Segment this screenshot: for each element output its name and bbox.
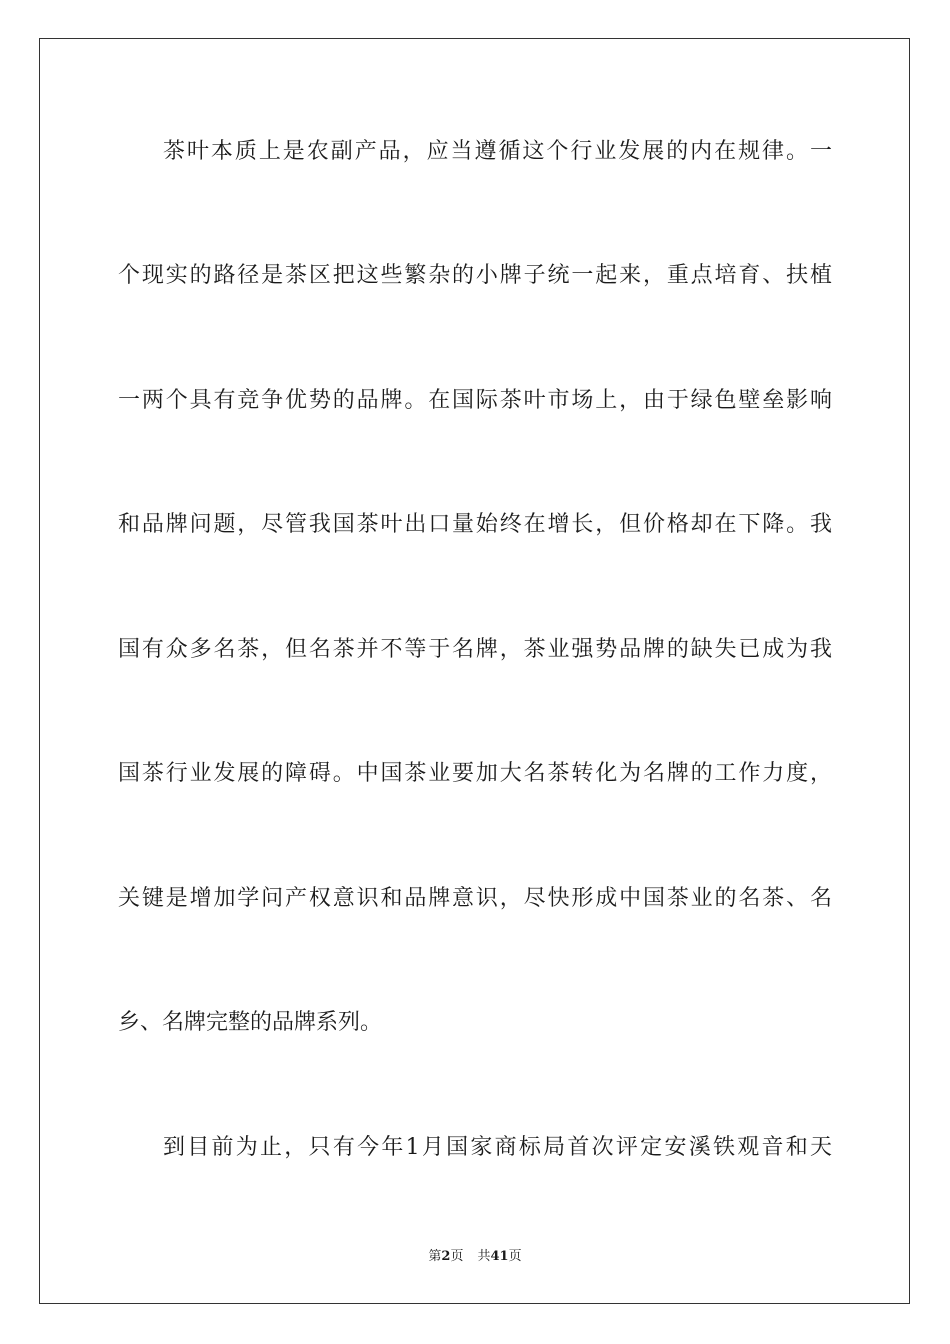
total-unit: 页 — [508, 1249, 522, 1264]
paragraph-1-line-8: 乡、名牌完整的品牌系列。 — [118, 1010, 383, 1035]
page-footer — [0, 1248, 950, 1266]
paragraph-1-line-3: 一两个具有竞争优势的品牌。在国际茶叶市场上，由于绿色壁垒影响 — [118, 388, 832, 413]
paragraph-1-line-6: 国茶行业发展的障碍。中国茶业要加大名茶转化为名牌的工作力度， — [118, 761, 832, 786]
page-total: 41 — [490, 1249, 509, 1264]
paragraph-2-line-1: 到目前为止，只有今年1月国家商标局首次评定安溪铁观音和天 — [163, 1135, 832, 1160]
page-border — [39, 38, 910, 1304]
paragraph-1-line-1: 茶叶本质上是农副产品，应当遵循这个行业发展的内在规律。一 — [163, 139, 832, 164]
paragraph-1-line-4: 和品牌问题，尽管我国茶叶出口量始终在增长，但价格却在下降。我 — [118, 512, 832, 537]
total-prefix: 共 — [477, 1249, 491, 1264]
paragraph-1-line-7: 关键是增加学问产权意识和品牌意识，尽快形成中国茶业的名茶、名 — [118, 886, 832, 911]
page-unit: 页 — [450, 1249, 464, 1264]
page-current: 2 — [441, 1249, 451, 1264]
page-prefix: 第 — [428, 1249, 442, 1264]
paragraph-1-line-5: 国有众多名茶，但名茶并不等于名牌，茶业强势品牌的缺失已成为我 — [118, 637, 832, 662]
paragraph-1-line-2: 个现实的路径是茶区把这些繁杂的小牌子统一起来，重点培育、扶植 — [118, 263, 832, 288]
